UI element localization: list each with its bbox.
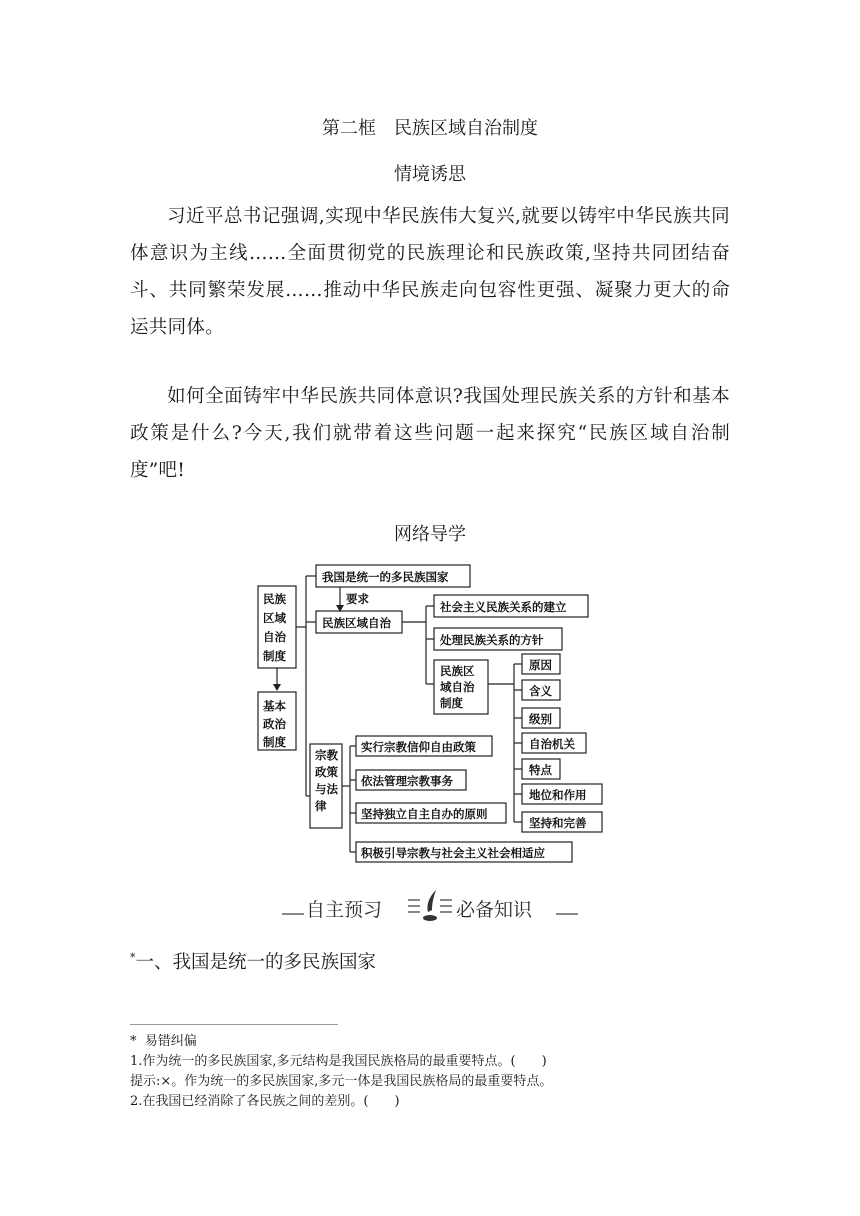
text-religion-child-4: 积极引导宗教与社会主义社会相适应 (361, 846, 545, 860)
text-system-child-3: 级别 (529, 712, 552, 726)
section-1-title: 一、我国是统一的多民族国家 (135, 952, 377, 973)
text-system-child-5: 特点 (529, 763, 552, 777)
footnote-line-3: 2.在我国已经消除了各民族之间的差别。( ) (130, 1094, 400, 1109)
text-system-child-7: 坚持和完善 (529, 816, 587, 830)
footnote-marker: * (130, 1034, 137, 1049)
text-religion-child-2: 依法管理宗教事务 (361, 774, 453, 788)
footnote-heading (130, 1032, 197, 1052)
text-root: 民族区域自治制度 (263, 592, 286, 663)
footnote-rule (130, 1024, 338, 1025)
footnote-heading-text: 易错纠偏 (144, 1034, 197, 1049)
context-paragraph-1: 习近平总书记强调,实现中华民族伟大复兴,就要以铸牢中华民族共同体意识为主线……全面贯彻党的民族理论和民族政策,坚持共同团结奋斗、共同繁荣发展……推动中华民族走向包容性更强、凝聚力更大的命运共同体。 (130, 206, 730, 338)
self-study-banner (280, 886, 580, 926)
banner-right-text: 必备知识 (456, 899, 533, 921)
text-autonomy: 民族区域自治 (322, 616, 391, 630)
arrowhead-root-basic (273, 684, 281, 691)
footnote-line-2: 提示:×。作为统一的多民族国家,多元一体是我国民族格局的最重要特点。 (130, 1074, 553, 1089)
diagram-svg (252, 560, 612, 872)
section-heading-network: 网络导学 (394, 524, 466, 545)
footnote-line-1: 1.作为统一的多民族国家,多元结构是我国民族格局的最重要特点。( ) (130, 1054, 547, 1069)
context-paragraph-2: 如何全面铸牢中华民族共同体意识?我国处理民族关系的方针和基本政策是什么?今天,我们就带着这些问题一起来探究“民族区域自治制度”吧! (130, 386, 730, 481)
text-unified-country: 我国是统一的多民族国家 (322, 570, 449, 584)
text-system-child-6: 地位和作用 (529, 788, 587, 802)
text-system-child-2: 含义 (529, 684, 552, 698)
section-1-heading (130, 948, 376, 974)
text-religion-child-1: 实行宗教信仰自由政策 (361, 740, 476, 754)
banner-left-text: 自主预习 (306, 899, 383, 921)
text-autonomy-child-3: 民族区域自治制度 (440, 664, 475, 710)
text-religion: 宗教政策与法律 (315, 748, 338, 813)
text-autonomy-child-1: 社会主义民族关系的建立 (440, 600, 567, 614)
section-1-marker: * (130, 950, 136, 964)
knowledge-network-diagram (252, 560, 612, 872)
text-system-child-4: 自治机关 (529, 737, 575, 751)
text-religion-child-3: 坚持独立自主自办的原则 (361, 807, 488, 821)
quill-icon (423, 890, 437, 921)
page-title: 第二框 民族区域自治制度 (322, 118, 538, 139)
text-autonomy-child-2: 处理民族关系的方针 (440, 633, 544, 647)
text-requires: 要求 (346, 592, 369, 606)
section-heading-context: 情境诱思 (394, 164, 466, 185)
text-basic-system: 基本政治制度 (263, 699, 286, 749)
text-system-child-1: 原因 (529, 658, 552, 672)
